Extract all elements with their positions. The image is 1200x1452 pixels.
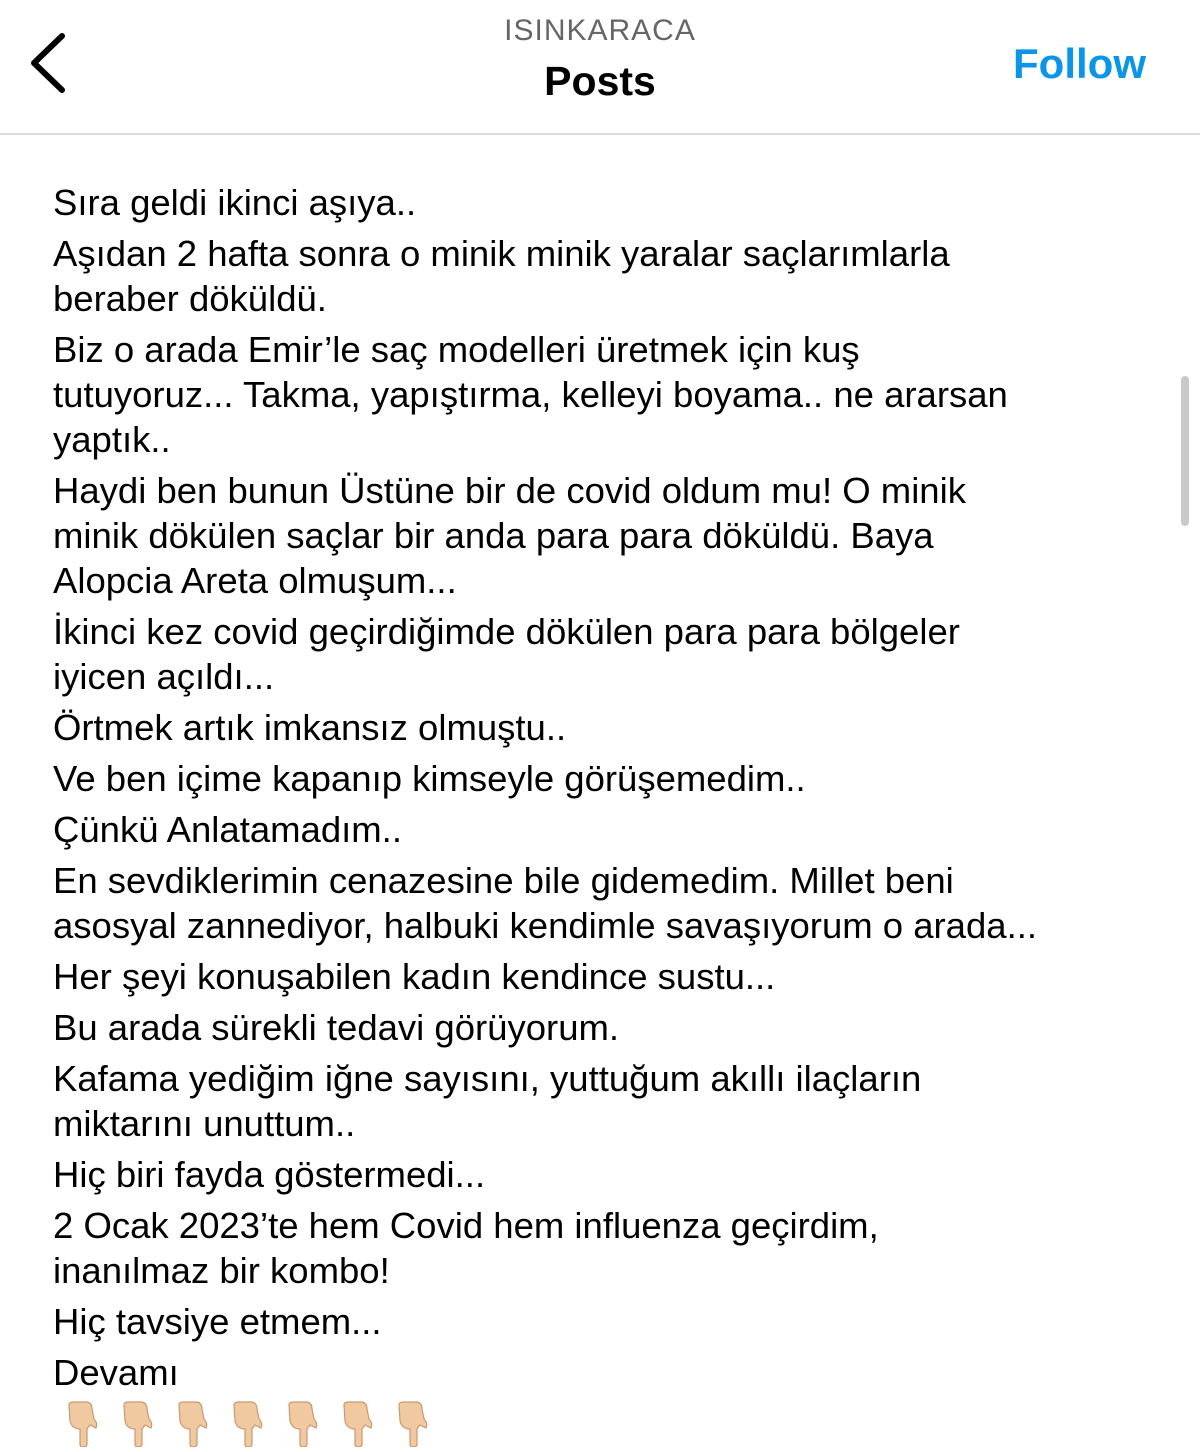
caption-paragraph bbox=[53, 1350, 1173, 1395]
scrollbar[interactable] bbox=[1181, 376, 1189, 526]
caption-line: Kafama yediğim iğne sayısını, yuttuğum akıllı ilaçların bbox=[53, 1058, 922, 1099]
caption-line: miktarını unuttum.. bbox=[53, 1103, 356, 1144]
caption-line: Çünkü Anlatamadım.. bbox=[53, 809, 402, 850]
caption-line: Hiç biri fayda göstermedi... bbox=[53, 1154, 486, 1195]
caption-line: inanılmaz bir kombo! bbox=[53, 1250, 390, 1291]
caption-paragraph bbox=[53, 807, 1173, 852]
pointing-down-hand-icon bbox=[118, 1401, 156, 1447]
caption-paragraph bbox=[53, 1203, 1173, 1293]
caption-paragraph bbox=[53, 756, 1173, 801]
page-title: Posts bbox=[544, 58, 656, 104]
caption-line: İkinci kez covid geçirdiğimde dökülen para para bölgeler bbox=[53, 611, 960, 652]
caption-line: Ve ben içime kapanıp kimseyle görüşemedim.. bbox=[53, 758, 806, 799]
caption-line: asosyal zannediyor, halbuki kendimle savaşıyorum o arada... bbox=[53, 905, 1038, 946]
caption-line: Sıra geldi ikinci aşıya.. bbox=[53, 182, 417, 223]
account-username[interactable]: ISINKARACA bbox=[504, 14, 696, 47]
pointing-down-hand-icon bbox=[228, 1401, 266, 1447]
caption-paragraph bbox=[53, 327, 1173, 462]
caption-paragraph bbox=[53, 954, 1173, 999]
caption-line: Alopcia Areta olmuşum... bbox=[53, 560, 457, 601]
pointing-down-hand-icon bbox=[338, 1401, 376, 1447]
caption-line: Biz o arada Emir’le saç modelleri üretmek için kuş bbox=[53, 329, 860, 370]
caption-paragraph bbox=[53, 609, 1173, 699]
caption-line: yaptık.. bbox=[53, 419, 171, 460]
caption-line: Bu arada sürekli tedavi görüyorum. bbox=[53, 1007, 620, 1048]
emoji-row bbox=[53, 1401, 1173, 1447]
caption-paragraph bbox=[53, 858, 1173, 948]
caption-line: Her şeyi konuşabilen kadın kendince sustu... bbox=[53, 956, 776, 997]
caption-line: minik dökülen saçlar bir anda para para döküldü. Baya bbox=[53, 515, 934, 556]
caption-line: Hiç tavsiye etmem... bbox=[53, 1301, 382, 1342]
pointing-down-hand-icon bbox=[173, 1401, 211, 1447]
post-caption bbox=[53, 180, 1173, 1447]
caption-paragraph bbox=[53, 1299, 1173, 1344]
caption-paragraph bbox=[53, 180, 1173, 225]
pointing-down-hand-icon bbox=[393, 1401, 431, 1447]
caption-paragraph bbox=[53, 705, 1173, 750]
pointing-down-hand-icon bbox=[283, 1401, 321, 1447]
caption-line: Aşıdan 2 hafta sonra o minik minik yaralar saçlarımlarla bbox=[53, 233, 950, 274]
caption-line: beraber döküldü. bbox=[53, 278, 327, 319]
pointing-down-hand-icon bbox=[63, 1401, 101, 1447]
caption-paragraph bbox=[53, 1056, 1173, 1146]
top-nav-bar bbox=[0, 0, 1200, 135]
caption-paragraph bbox=[53, 1005, 1173, 1050]
caption-paragraph bbox=[53, 231, 1173, 321]
caption-line: 2 Ocak 2023’te hem Covid hem influenza geçirdim, bbox=[53, 1205, 879, 1246]
caption-line: Haydi ben bunun Üstüne bir de covid oldum mu! O minik bbox=[53, 470, 966, 511]
caption-line: Örtmek artık imkansız olmuştu.. bbox=[53, 707, 567, 748]
caption-line: Devamı bbox=[53, 1352, 179, 1393]
caption-paragraph bbox=[53, 468, 1173, 603]
follow-button[interactable]: Follow bbox=[1013, 40, 1146, 87]
caption-paragraph bbox=[53, 1152, 1173, 1197]
caption-line: iyicen açıldı... bbox=[53, 656, 275, 697]
caption-line: En sevdiklerimin cenazesine bile gidemedim. Millet beni bbox=[53, 860, 954, 901]
caption-line: tutuyoruz... Takma, yapıştırma, kelleyi boyama.. ne ararsan bbox=[53, 374, 1008, 415]
